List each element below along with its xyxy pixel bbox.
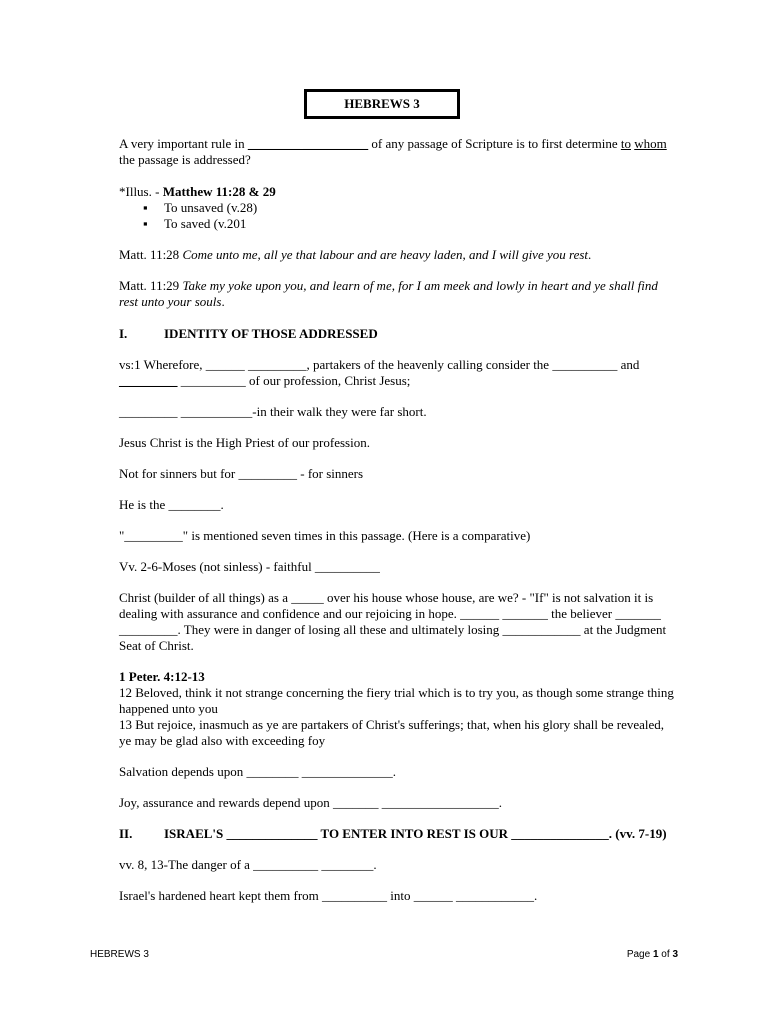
peter-verse-13: 13 But rejoice, inasmuch as ye are partakers of Christ's sufferings; that, when his glory shall be revealed, ye may be glad also with exceeding foy [119,717,665,748]
verse-text: Take my yoke upon you, and learn of me, for I am meek and lowly in heart and ye shall find rest unto your souls [119,278,658,309]
he-is-the-line: He is the ________. [119,497,224,512]
verse-end: . [221,294,225,309]
mentioned-line: "_________" is mentioned seven times in this passage. (Here is a comparative) [119,528,531,543]
footer-page-number [627,949,678,961]
hardened-line: Israel's hardened heart kept them from __________ into ______ ____________. [119,888,538,903]
illus-list [119,200,677,232]
intro-paragraph [119,136,677,168]
footer-title: HEBREWS 3 [90,949,149,960]
verse-text: Come unto me, all ye that labour and are heavy laden, and I will give you rest [182,247,589,262]
list-item: ▪ To saved (v.201 [143,216,677,232]
illus-line [119,184,677,200]
not-for-sinners-line: Not for sinners but for _________ - for sinners [119,466,364,481]
peter-verse-12: 12 Beloved, think it not strange concerning the fiery trial which is to try you, as though some strange thing happened unto you [119,685,674,716]
document-body [119,136,677,904]
page-num: 1 [652,949,659,960]
vs1-text-2: __________ of our profession, Christ Jesus; [177,373,411,388]
section-title: IDENTITY OF THOSE ADDRESSED [164,326,378,341]
page-word: Page [626,949,653,960]
section-heading-1 [119,326,677,342]
intro-text-2: of any passage of Scripture is to first determine [368,136,621,151]
matt-28-verse [119,247,677,263]
intro-blank: ________ __________ [247,136,369,151]
vs1-text-1: vs:1 Wherefore, ______ _________, partakers of the heavenly calling consider the __________ and [119,357,640,372]
section-title: ISRAEL'S ______________ TO ENTER INTO REST IS OUR _______________. (vv. 7-19) [164,826,667,841]
christ-paragraph: Christ (builder of all things) as a _____ over his house whose house, are we? - "If" is not salvation it is dealing with assurance and confidence and our rejoicing in hope. ______ _______ the believer _______ _________. They were in danger of losing all these and ultimately losing ____________ at the Judgment Seat of Christ. [119,590,667,653]
vs1-blank: _________ [119,373,178,388]
danger-line: vv. 8, 13-The danger of a __________ ________. [119,857,377,872]
salvation-line: Salvation depends upon ________ ______________. [119,764,396,779]
moses-line: Vv. 2-6-Moses (not sinless) - faithful __________ [119,559,380,574]
matt-29-verse [119,278,677,310]
illus-ref: Matthew 11:28 & 29 [162,184,276,199]
illus-prefix: *Illus. - [119,184,163,199]
verse-end: . [588,247,592,262]
list-item: ▪ To unsaved (v.28) [143,200,677,216]
intro-text-3: the passage is addressed? [119,152,251,167]
intro-to: to [620,136,631,151]
intro-text-1: A very important rule in [119,136,248,151]
joy-line: Joy, assurance and rewards depend upon _______ __________________. [119,795,502,810]
section-number: I. [119,326,128,341]
section-number: II. [119,826,133,841]
high-priest-line: Jesus Christ is the High Priest of our profession. [119,435,370,450]
walk-line: _________ ___________-in their walk they were far short. [119,404,427,419]
intro-whom: whom [634,136,667,151]
of-word: of [658,949,673,960]
verse-ref: Matt. 11:28 [119,247,183,262]
verse-ref: Matt. 11:29 [119,278,183,293]
vs1-paragraph [119,357,677,389]
peter-ref: 1 Peter. 4:12-13 [119,669,205,684]
page-total: 3 [672,949,678,960]
page-title: HEBREWS 3 [304,89,460,119]
section-heading-2 [119,826,677,842]
